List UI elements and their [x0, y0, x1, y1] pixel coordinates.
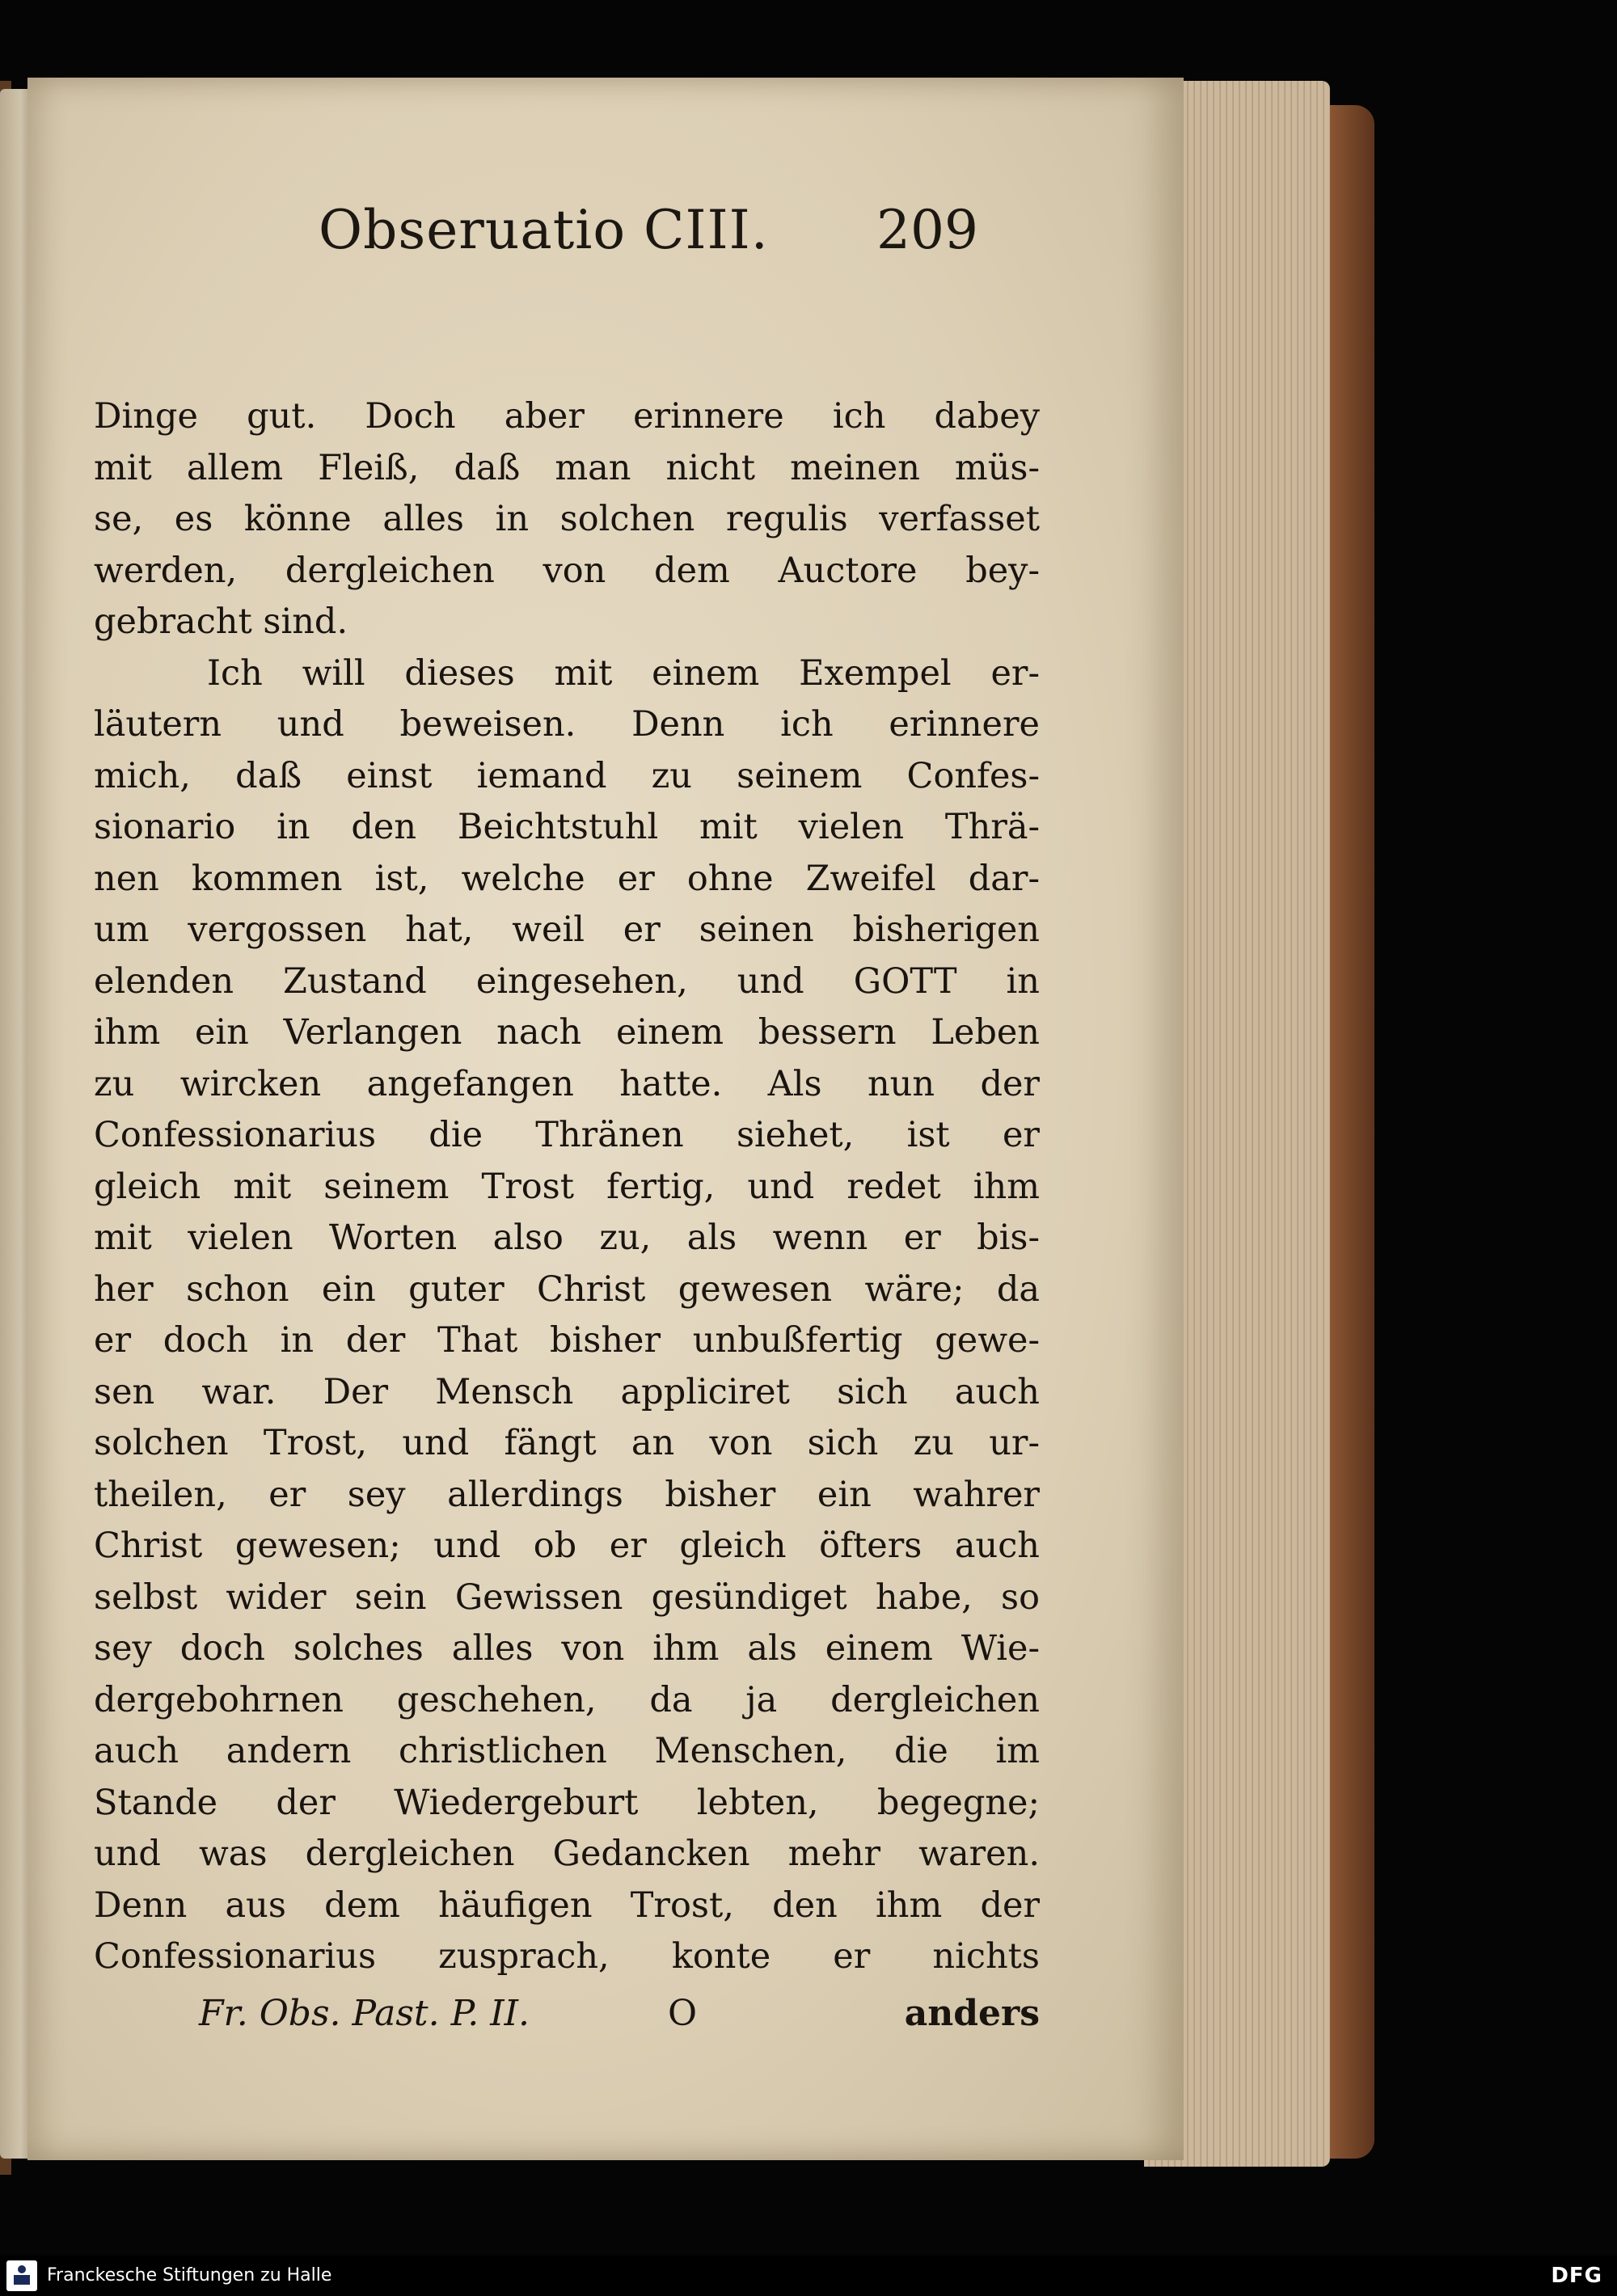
credits-bar — [0, 2256, 1617, 2296]
text-line: läutern und beweisen. Denn ich erinnere — [94, 704, 1040, 745]
text-line: er doch in der That bisher unbußfertig gewe- — [94, 1320, 1040, 1361]
text-line: nen kommen ist, welche er ohne Zweifel dar- — [94, 858, 1040, 899]
signature-mark: Fr. Obs. Past. P. II. — [199, 1993, 530, 2034]
library-name: Franckesche Stiftungen zu Halle — [47, 2265, 332, 2285]
library-logo-icon — [6, 2260, 37, 2291]
text-line: her schon ein guter Christ gewesen wäre; da — [94, 1268, 1040, 1310]
text-line: Denn aus dem häufigen Trost, den ihm der — [94, 1884, 1040, 1926]
running-head — [27, 199, 1184, 296]
text-line: mit allem Fleiß, daß man nicht meinen müs- — [94, 447, 1040, 488]
text-line: Confessionarius die Thränen siehet, ist er — [94, 1115, 1040, 1155]
text-line: selbst wider sein Gewissen gesündiget habe, so — [94, 1576, 1040, 1618]
text-line: Dinge gut. Doch aber erinnere ich dabey — [94, 396, 1040, 437]
text-line: und was dergleichen Gedancken mehr waren. — [94, 1834, 1040, 1874]
text-line: sionario in den Beichtstuhl mit vielen Thrä- — [94, 807, 1040, 847]
text-line: Confessionarius zusprach, konte er nichts — [94, 1936, 1040, 1977]
funder-logo: DFG — [1551, 2264, 1602, 2288]
text-line: mit vielen Worten also zu, als wenn er bis- — [94, 1218, 1040, 1258]
text-line: zu wircken angefangen hatte. Als nun der — [94, 1063, 1040, 1104]
text-line: mich, daß einst iemand zu seinem Confes- — [94, 755, 1040, 796]
text-line: se, es könne alles in solchen regulis verfasset — [94, 499, 1040, 539]
text-line: um vergossen hat, weil er seinen bisherigen — [94, 910, 1040, 950]
body-text — [94, 391, 1040, 1983]
text-line: sen war. Der Mensch appliciret sich auch — [94, 1371, 1040, 1412]
catchword: anders — [904, 1993, 1040, 2034]
book-page — [27, 78, 1184, 2160]
page-footer — [158, 1986, 1040, 2042]
text-line: sey doch solches alles von ihm als einem Wie- — [94, 1628, 1040, 1669]
text-line: solchen Trost, und fängt an von sich zu ur- — [94, 1423, 1040, 1463]
page-number: 209 — [876, 199, 978, 261]
text-line: Christ gewesen; und ob er gleich öfters auch — [94, 1526, 1040, 1566]
text-line: ihm ein Verlangen nach einem bessern Leben — [94, 1012, 1040, 1053]
gathering-mark: O — [668, 1993, 698, 2034]
text-line: werden, dergleichen von dem Auctore bey- — [94, 550, 1040, 591]
text-line: elenden Zustand eingesehen, und GOTT in — [94, 960, 1040, 1002]
text-line: gleich mit seinem Trost fertig, und redet ihm — [94, 1166, 1040, 1207]
text-line: theilen, er sey allerdings bisher ein wahrer — [94, 1474, 1040, 1515]
text-line: gebracht sind. — [94, 601, 348, 642]
text-line: auch andern christlichen Menschen, die im — [94, 1731, 1040, 1771]
text-line: Stande der Wiedergeburt lebten, begegne; — [94, 1782, 1040, 1823]
running-title: Obseruatio CIII. — [319, 199, 769, 261]
text-line: Ich will dieses mit einem Exempel er- — [207, 652, 1040, 694]
text-line: dergebohrnen geschehen, da ja dergleichen — [94, 1679, 1040, 1720]
